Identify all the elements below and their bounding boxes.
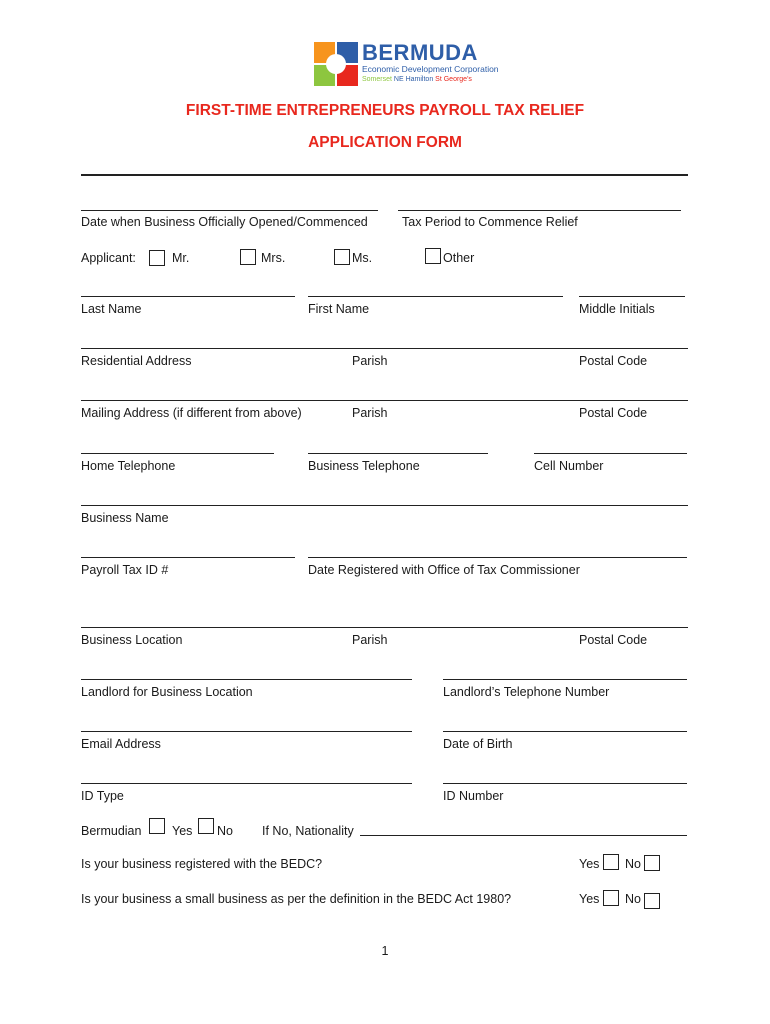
bermudian-yes-label: Yes [172,824,193,838]
q2-yes-checkbox[interactable] [603,890,619,906]
nationality-field[interactable] [360,835,687,836]
date-opened-label: Date when Business Officially Opened/Commenced [81,215,368,229]
q1-yes-label: Yes [579,857,600,871]
q1-no-label: No [625,857,641,871]
business-location-field[interactable] [81,627,688,628]
first-name-label: First Name [308,302,370,316]
id-number-label: ID Number [443,789,504,803]
cell-number-field[interactable] [534,453,687,454]
business-telephone-field[interactable] [308,453,488,454]
mrs-checkbox[interactable] [240,249,256,265]
landlord-phone-label: Landlord’s Telephone Number [443,685,610,699]
business-name-label: Business Name [81,511,169,525]
bermudian-no-checkbox[interactable] [198,818,214,834]
q2-no-checkbox[interactable] [644,893,660,909]
mrs-label: Mrs. [261,251,286,265]
q2-no-label: No [625,892,641,906]
date-opened-field[interactable] [81,210,378,211]
form-title-line2: APPLICATION FORM [308,134,462,151]
applicant-label: Applicant: [81,251,136,265]
residential-postal-code-label: Postal Code [579,354,648,368]
last-name-field[interactable] [81,296,295,297]
logo-name: BERMUDA [362,40,478,65]
landlord-field[interactable] [81,679,412,680]
residential-address-label: Residential Address [81,354,192,368]
dob-label: Date of Birth [443,737,513,751]
email-field[interactable] [81,731,412,732]
question-small-business: Is your business a small business as per the definition in the BEDC Act 1980? [81,892,512,906]
bermudian-label: Bermudian [81,824,142,838]
logo-tagline [362,76,472,83]
dob-field[interactable] [443,731,687,732]
q1-yes-checkbox[interactable] [603,854,619,870]
email-label: Email Address [81,737,161,751]
ms-label: Ms. [352,251,373,265]
id-type-field[interactable] [81,783,412,784]
date-registered-field[interactable] [308,557,687,558]
business-postal-code-label: Postal Code [579,633,648,647]
home-telephone-field[interactable] [81,453,274,454]
q2-yes-label: Yes [579,892,600,906]
id-type-label: ID Type [81,789,124,803]
bedc-logo [314,40,499,92]
home-telephone-label: Home Telephone [81,459,176,473]
bermudian-yes-checkbox[interactable] [149,818,165,834]
business-telephone-label: Business Telephone [308,459,420,473]
q1-no-checkbox[interactable] [644,855,660,871]
title-divider [81,174,688,176]
cell-number-label: Cell Number [534,459,604,473]
middle-initials-label: Middle Initials [579,302,655,316]
logo-tagline-1: Somerset [362,76,392,83]
last-name-label: Last Name [81,302,142,316]
landlord-phone-field[interactable] [443,679,687,680]
bermudian-no-label: No [217,824,233,838]
mr-checkbox[interactable] [149,250,165,266]
business-parish-label: Parish [352,633,388,647]
mr-label: Mr. [172,251,190,265]
business-location-label: Business Location [81,633,183,647]
logo-tagline-3: St George's [435,76,472,83]
date-registered-label: Date Registered with Office of Tax Commissioner [308,563,580,577]
logo-tagline-2: NE Hamilton [393,76,434,83]
residential-address-field[interactable] [81,348,688,349]
form-title-line1: FIRST-TIME ENTREPRENEURS PAYROLL TAX RELIEF [185,102,585,119]
tax-period-field[interactable] [398,210,681,211]
middle-initials-field[interactable] [579,296,685,297]
residential-parish-label: Parish [352,354,388,368]
payroll-tax-id-label: Payroll Tax ID # [81,563,169,577]
mailing-address-label: Mailing Address (if different from above) [81,406,302,420]
payroll-tax-id-field[interactable] [81,557,295,558]
other-checkbox[interactable] [425,248,441,264]
nationality-label: If No, Nationality [262,824,354,838]
business-name-field[interactable] [81,505,688,506]
id-number-field[interactable] [443,783,687,784]
first-name-field[interactable] [308,296,563,297]
mailing-address-field[interactable] [81,400,688,401]
landlord-label: Landlord for Business Location [81,685,253,699]
logo-mark-icon [314,42,358,86]
question-bedc-registered: Is your business registered with the BEDC? [81,857,323,871]
other-label: Other [443,251,475,265]
mailing-postal-code-label: Postal Code [579,406,648,420]
ms-checkbox[interactable] [334,249,350,265]
logo-subtitle: Economic Development Corporation [362,64,499,74]
tax-period-label: Tax Period to Commence Relief [402,215,578,229]
mailing-parish-label: Parish [352,406,388,420]
page-number: 1 [381,944,389,958]
